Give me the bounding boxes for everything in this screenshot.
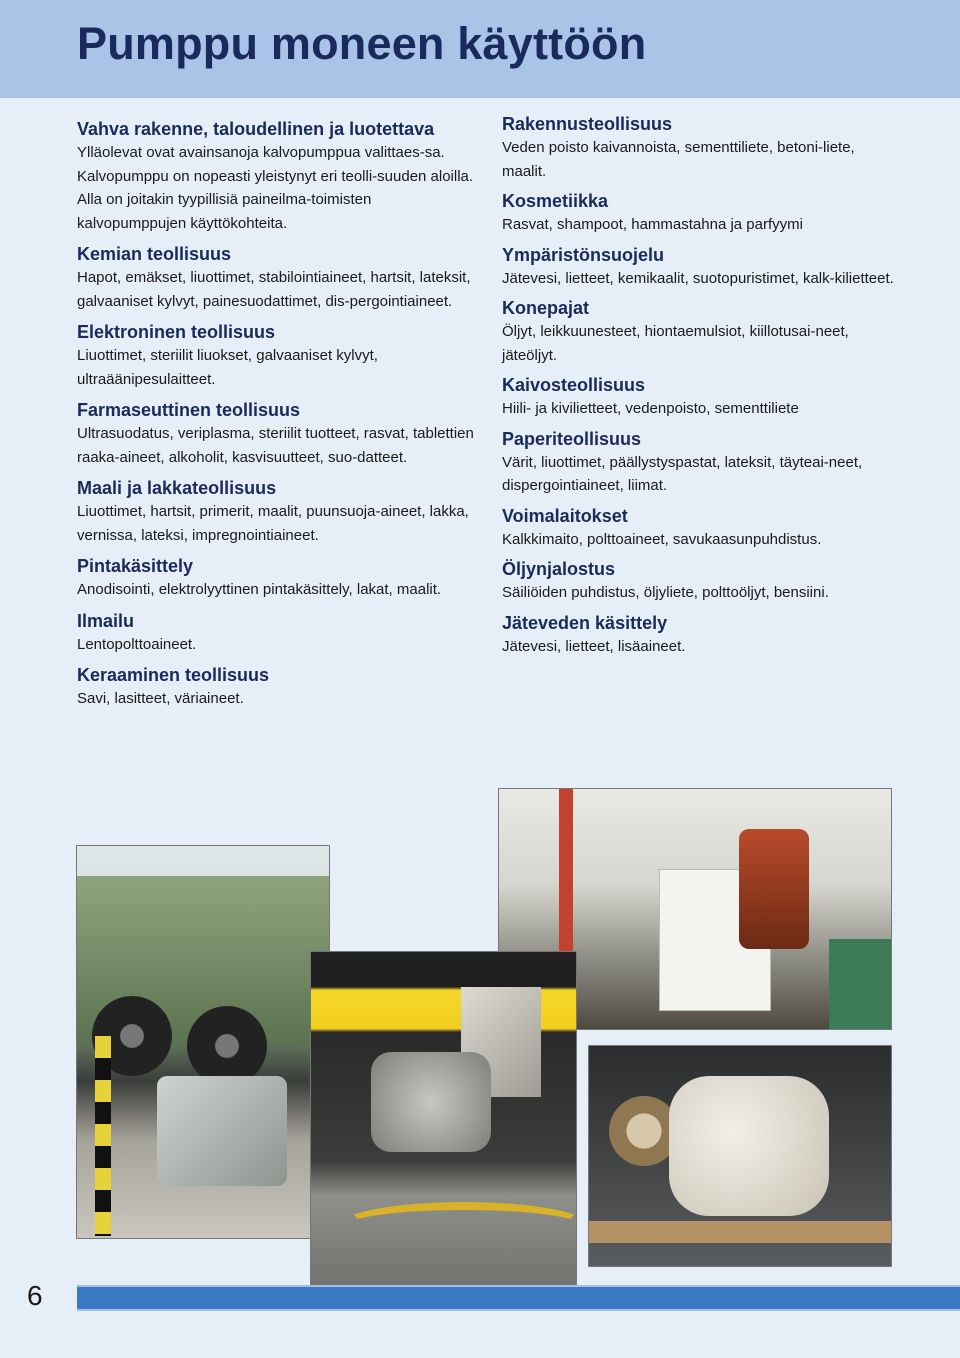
page-title: Pumppu moneen käyttöön (77, 18, 647, 69)
section-text: Kalkkimaito, polttoaineet, savukaasunpuhdistus. (502, 530, 822, 548)
section-heading: Vahva rakenne, taloudellinen ja luotettava (77, 119, 435, 139)
photo-pump (371, 1052, 491, 1152)
section-heading: Kosmetiikka (502, 191, 609, 211)
section-heading: Konepajat (502, 298, 590, 318)
section-text: Jätevesi, lietteet, kemikaalit, suotopuristimet, kalk-kilietteet. (502, 269, 894, 287)
section-text: Liuottimet, hartsit, primerit, maalit, puunsuoja-aineet, lakka, vernissa, lateksi, impregnointiaineet. (77, 503, 469, 544)
section-elektroninen-teollisuus (77, 320, 482, 391)
photo-pipe (589, 1221, 891, 1243)
photo-pump (157, 1076, 287, 1186)
section-text: Anodisointi, elektrolyyttinen pintakäsittely, lakat, maalit. (77, 581, 442, 598)
section-heading: Rakennusteollisuus (502, 114, 673, 134)
section-heading: Paperiteollisuus (502, 428, 642, 449)
photo-crate (829, 939, 891, 1029)
section-text: Hiili- ja kivilietteet, vedenpoisto, sementtiliete (502, 400, 799, 417)
section-kaivosteollisuus (502, 373, 902, 421)
section-text: Säiliöiden puhdistus, öljyliete, polttoöljyt, bensiini. (502, 584, 829, 601)
photo-suspended-pump (310, 951, 577, 1301)
section-rakennusteollisuus (502, 112, 902, 183)
section-farmaseuttinen-teollisuus (77, 398, 482, 469)
section-heading: Elektroninen teollisuus (77, 322, 276, 342)
section-heading: Kaivosteollisuus (502, 375, 646, 395)
section-heading: Ympäristönsuojelu (502, 244, 665, 265)
photo-hose (341, 1202, 577, 1248)
section-heading: Ilmailu (77, 610, 135, 631)
right-column (502, 112, 902, 664)
section-kemian-teollisuus (77, 242, 482, 313)
section-paperiteollisuus (502, 427, 902, 498)
section-text: Värit, liuottimet, päällystyspastat, lateksit, täyteai-neet, dispergointiaineet, liimat. (502, 453, 863, 494)
page-number: 6 (27, 1280, 43, 1311)
section-keraaminen-teollisuus (77, 663, 482, 711)
page-header (0, 0, 960, 98)
photo-tanker-truck-pump (76, 845, 330, 1239)
section-oljynjalostus (502, 557, 902, 605)
section-voimalaitokset (502, 504, 902, 552)
section-text: Veden poisto kaivannoista, sementtiliete, betoni-liete, maalit. (502, 139, 855, 180)
section-maali-ja-lakkateollisuus (77, 476, 482, 547)
section-jateveden-kasittely (502, 611, 902, 659)
section-konepajat (502, 296, 902, 367)
section-heading: Voimalaitokset (502, 505, 628, 526)
photo-pole (95, 1036, 111, 1236)
section-pintakasittely (77, 554, 482, 602)
section-text: Ylläolevat ovat avainsanoja kalvopumppua valittaes-sa. Kalvopumppu on nopeasti yleistynyt eri teolli-suuden aloilla. Alla on joitakin tyypillisiä paineilma-toimisten kalvopumppujen käyttökohteita. (77, 144, 474, 232)
section-heading: Pintakäsittely (77, 556, 194, 576)
section-text: Lentopolttoaineet. (77, 635, 197, 653)
photo-pump-closeup (588, 1045, 892, 1267)
section-kosmetiikka (502, 189, 902, 237)
section-heading: Jäteveden käsittely (502, 612, 668, 633)
photo-vessel (739, 829, 809, 949)
section-heading: Farmaseuttinen teollisuus (77, 400, 301, 420)
section-heading: Keraaminen teollisuus (77, 665, 270, 685)
section-text: Liuottimet, steriilit liuokset, galvaaniset kylvyt, ultraäänipesulaitteet. (77, 347, 378, 388)
section-heading: Öljynjalostus (502, 559, 616, 579)
section-text: Savi, lasitteet, väriaineet. (77, 690, 244, 707)
section-heading: Kemian teollisuus (77, 244, 232, 264)
section-text: Hapot, emäkset, liuottimet, stabilointiaineet, hartsit, lateksit, galvaaniset kylvyt, painesuodattimet, dis-pergointiaineet. (77, 269, 471, 310)
left-column (77, 117, 482, 718)
footer-bar (77, 1285, 960, 1311)
photo-pump-body (669, 1076, 829, 1216)
section-text: Jätevesi, lietteet, lisäaineet. (502, 637, 686, 655)
photo-wheel (187, 1006, 267, 1086)
section-text: Rasvat, shampoot, hammastahna ja parfyymi (502, 216, 803, 233)
section-vahva-rakenne (77, 117, 482, 235)
section-ilmailu (77, 609, 482, 657)
section-heading: Maali ja lakkateollisuus (77, 478, 277, 498)
section-ymparistonsuojelu (502, 243, 902, 291)
section-text: Ultrasuodatus, veriplasma, steriilit tuotteet, rasvat, tablettien raaka-aineet, alkoholit, kasvisuutteet, suo-datteet. (77, 425, 474, 466)
section-text: Öljyt, leikkuunesteet, hiontaemulsiot, kiillotusai-neet, jäteöljyt. (502, 323, 849, 364)
